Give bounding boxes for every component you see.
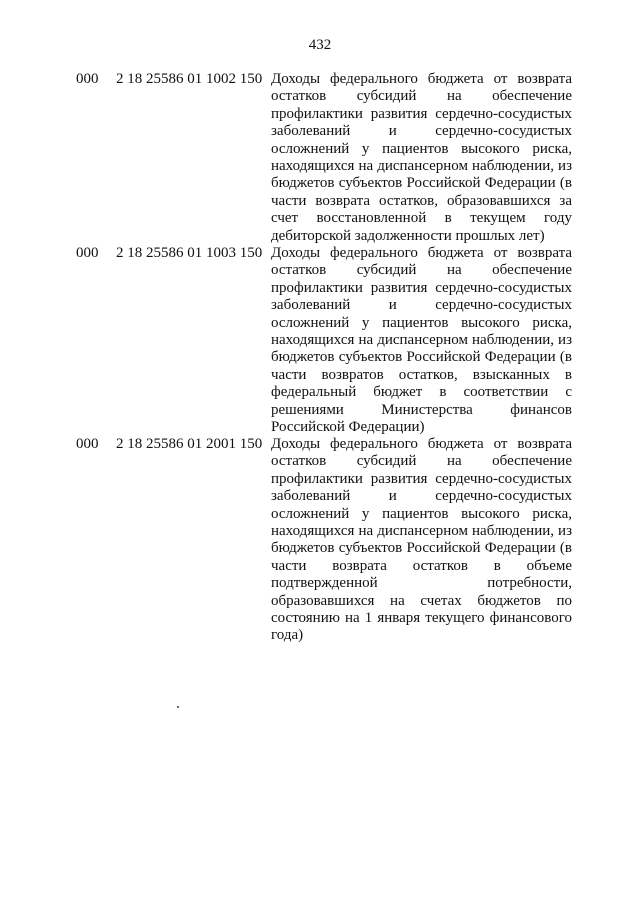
description-line: профилактики развития сердечно-сосудистых [271,105,572,122]
revenue-description [271,245,572,436]
description-line: Доходы федерального бюджета от возврата [271,71,572,87]
description-line: находящихся на диспансерном наблюдении, из [271,157,572,174]
description-line: бюджетов субъектов Российской Федерации (в [271,540,572,557]
description-line: федеральный бюджет в соответствии с [271,384,572,401]
description-line: находящихся на диспансерном наблюдении, из [271,522,572,539]
description-line: осложнений у пациентов высокого риска, [271,314,572,331]
description-line: образовавшихся на счетах бюджетов по [271,592,572,609]
description-line: профилактики развития сердечно-сосудистых [271,470,572,487]
description-line: профилактики развития сердечно-сосудистых [271,279,572,296]
description-line: подтвержденной потребности, [271,575,572,592]
administrator-code: 000 [76,245,99,261]
description-line: части возврата остатков, образовавшихся за [271,192,572,209]
description-line: года) [271,627,304,644]
description-line: остатков субсидий на обеспечение [271,453,572,470]
description-line: бюджетов субъектов Российской Федерации (в [271,349,572,366]
description-line: Доходы федерального бюджета от возврата [271,436,572,452]
page-number: 432 [308,37,332,53]
revenue-description [271,436,572,645]
budget-classification-code: 2 18 25586 01 1002 150 [116,71,263,87]
description-line: Российской Федерации) [271,418,425,435]
description-line: остатков субсидий на обеспечение [271,88,572,105]
description-line: остатков субсидий на обеспечение [271,262,572,279]
description-line: части возвратов остатков, взысканных в [271,366,572,383]
budget-classification-code: 2 18 25586 01 1003 150 [116,245,263,261]
scan-speck [177,706,179,708]
description-line: счет восстановленной в текущем году [271,210,572,227]
description-line: находящихся на диспансерном наблюдении, из [271,331,572,348]
description-line: заболеваний и сердечно-сосудистых [271,123,572,140]
description-line: Доходы федерального бюджета от возврата [271,245,572,261]
description-line: решениями Министерства финансов [271,401,572,418]
description-line: бюджетов субъектов Российской Федерации (в [271,175,572,192]
administrator-code: 000 [76,436,99,452]
administrator-code: 000 [76,71,99,87]
description-line: дебиторской задолженности прошлых лет) [271,227,545,244]
description-line: части возврата остатков в объеме [271,557,572,574]
budget-classification-code: 2 18 25586 01 2001 150 [116,436,263,452]
description-line: состоянию на 1 января текущего финансового [271,609,572,626]
description-line: заболеваний и сердечно-сосудистых [271,488,572,505]
description-line: осложнений у пациентов высокого риска, [271,505,572,522]
revenue-description [271,71,572,245]
description-line: заболеваний и сердечно-сосудистых [271,297,572,314]
description-line: осложнений у пациентов высокого риска, [271,140,572,157]
